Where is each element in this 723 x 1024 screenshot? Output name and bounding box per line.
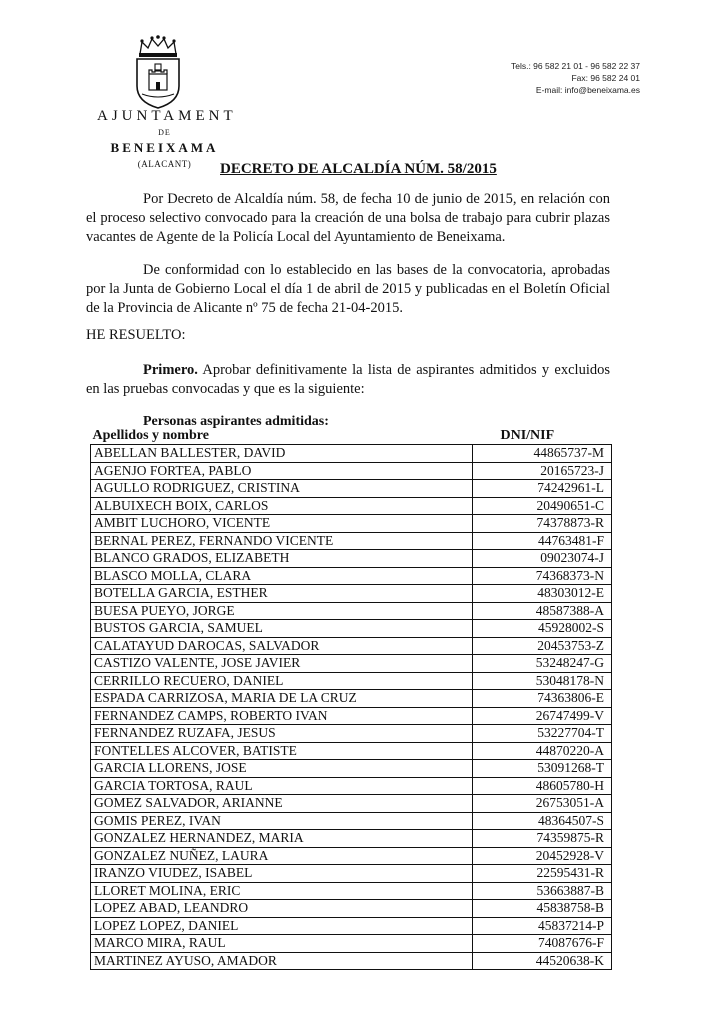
applicant-id: 48303012-E (473, 585, 612, 603)
applicant-name: GOMIS PEREZ, IVAN (91, 812, 473, 830)
applicant-name: AGENJO FORTEA, PABLO (91, 462, 473, 480)
applicant-id: 20452928-V (473, 847, 612, 865)
table-row (91, 480, 612, 498)
table-row (91, 620, 612, 638)
applicant-id: 44520638-K (473, 952, 612, 970)
applicant-id: 45838758-B (473, 900, 612, 918)
applicant-name: GOMEZ SALVADOR, ARIANNE (91, 795, 473, 813)
applicant-id: 20165723-J (473, 462, 612, 480)
table-row (91, 742, 612, 760)
table-row (91, 497, 612, 515)
applicant-id: 48605780-H (473, 777, 612, 795)
table-row (91, 672, 612, 690)
applicant-name: MARTINEZ AYUSO, AMADOR (91, 952, 473, 970)
table-row (91, 707, 612, 725)
applicant-id: 09023074-J (473, 550, 612, 568)
table-row (91, 812, 612, 830)
applicant-name: BLASCO MOLLA, CLARA (91, 567, 473, 585)
applicant-id: 53048178-N (473, 672, 612, 690)
applicant-id: 74242961-L (473, 480, 612, 498)
applicant-name: FERNANDEZ CAMPS, ROBERTO IVAN (91, 707, 473, 725)
applicant-id: 20490651-C (473, 497, 612, 515)
applicant-name: GONZALEZ HERNANDEZ, MARIA (91, 830, 473, 848)
applicant-id: 20453753-Z (473, 637, 612, 655)
contact-fax: Fax: 96 582 24 01 (571, 73, 640, 83)
table-row (91, 585, 612, 603)
applicant-name: CASTIZO VALENTE, JOSE JAVIER (91, 655, 473, 673)
applicant-id: 26753051-A (473, 795, 612, 813)
applicant-id: 74378873-R (473, 515, 612, 533)
paragraph-intro: Por Decreto de Alcaldía núm. 58, de fecha 10 de junio de 2015, en relación con el proceso selectivo convocado para la creación de una bolsa de trabajo para cubrir plazas vacantes de Agente de la Policía Local del Ayuntamiento de Beneixama. (86, 191, 610, 245)
table-header-row (91, 428, 612, 445)
applicant-name: FERNANDEZ RUZAFA, JESUS (91, 725, 473, 743)
table-row (91, 795, 612, 813)
applicant-id: 22595431-R (473, 865, 612, 883)
applicant-id: 53091268-T (473, 760, 612, 778)
table-row (91, 917, 612, 935)
org-line2: BENEIXAMA (110, 140, 219, 155)
applicant-name: BUSTOS GARCIA, SAMUEL (91, 620, 473, 638)
table-row (91, 725, 612, 743)
table-row (91, 445, 612, 463)
column-header-id: DNI/NIF (500, 428, 555, 443)
contact-email: E-mail: info@beneixama.es (535, 85, 640, 95)
first-label: Primero. (143, 362, 198, 378)
table-row (91, 760, 612, 778)
applicant-id: 74368373-N (473, 567, 612, 585)
applicant-name: LOPEZ ABAD, LEANDRO (91, 900, 473, 918)
applicant-name: LOPEZ LOPEZ, DANIEL (91, 917, 473, 935)
applicant-name: ABELLAN BALLESTER, DAVID (91, 445, 473, 463)
contact-block (511, 60, 640, 96)
applicant-name: MARCO MIRA, RAUL (91, 935, 473, 953)
applicant-name: LLORET MOLINA, ERIC (91, 882, 473, 900)
applicant-id: 74363806-E (473, 690, 612, 708)
admitted-heading: Personas aspirantes admitidas: (143, 414, 329, 429)
paragraph-first (86, 361, 610, 399)
table-row (91, 830, 612, 848)
applicant-id: 74087676-F (473, 935, 612, 953)
paragraph-conformity: De conformidad con lo establecido en las bases de la convocatoria, aprobadas por la Junta de Gobierno Local el día 1 de abril de 2015 y publicadas en el Boletín Oficial de la Provincia de Alicante nº 75 de fecha 21-04-2015. (86, 262, 610, 316)
applicant-name: IRANZO VIUDEZ, ISABEL (91, 865, 473, 883)
applicant-name: AGULLO RODRIGUEZ, CRISTINA (91, 480, 473, 498)
table-row (91, 655, 612, 673)
coat-of-arms-icon (130, 34, 186, 110)
contact-tel: Tels.: 96 582 21 01 - 96 582 22 37 (510, 61, 640, 71)
table-row (91, 952, 612, 970)
applicant-id: 45837214-P (473, 917, 612, 935)
applicant-id: 53227704-T (473, 725, 612, 743)
resolved-heading: HE RESUELTO: (86, 327, 186, 343)
applicant-name: ALBUIXECH BOIX, CARLOS (91, 497, 473, 515)
table-row (91, 637, 612, 655)
org-de: DE (158, 128, 171, 137)
applicant-name: FONTELLES ALCOVER, BATISTE (91, 742, 473, 760)
org-line1: AJUNTAMENT (97, 108, 237, 124)
admitted-table (90, 428, 612, 970)
admitted-table-body (91, 445, 612, 970)
applicant-name: BERNAL PEREZ, FERNANDO VICENTE (91, 532, 473, 550)
applicant-id: 48364507-S (473, 812, 612, 830)
applicant-id: 74359875-R (473, 830, 612, 848)
applicant-id: 26747499-V (473, 707, 612, 725)
decree-title: DECRETO DE ALCALDÍA NÚM. 58/2015 (220, 161, 497, 177)
table-row (91, 550, 612, 568)
table-row (91, 567, 612, 585)
applicant-name: BLANCO GRADOS, ELIZABETH (91, 550, 473, 568)
applicant-id: 45928002-S (473, 620, 612, 638)
table-row (91, 900, 612, 918)
table-row (91, 602, 612, 620)
applicant-name: BOTELLA GARCIA, ESTHER (91, 585, 473, 603)
applicant-id: 53663887-B (473, 882, 612, 900)
applicant-name: ESPADA CARRIZOSA, MARIA DE LA CRUZ (91, 690, 473, 708)
table-row (91, 690, 612, 708)
applicant-id: 48587388-A (473, 602, 612, 620)
table-row (91, 462, 612, 480)
applicant-name: CERRILLO RECUERO, DANIEL (91, 672, 473, 690)
applicant-name: GONZALEZ NUÑEZ, LAURA (91, 847, 473, 865)
applicant-id: 44870220-A (473, 742, 612, 760)
table-row (91, 515, 612, 533)
applicant-name: BUESA PUEYO, JORGE (91, 602, 473, 620)
org-region: (ALACANT) (137, 159, 192, 169)
table-row (91, 935, 612, 953)
table-row (91, 532, 612, 550)
applicant-name: AMBIT LUCHORO, VICENTE (91, 515, 473, 533)
table-row (91, 847, 612, 865)
table-row (91, 882, 612, 900)
table-row (91, 777, 612, 795)
first-text: Aprobar definitivamente la lista de aspirantes admitidos y excluidos en las pruebas convocadas y que es la siguiente: (86, 362, 610, 397)
applicant-id: 44763481-F (473, 532, 612, 550)
applicant-name: GARCIA LLORENS, JOSE (91, 760, 473, 778)
applicant-name: CALATAYUD DAROCAS, SALVADOR (91, 637, 473, 655)
applicant-id: 44865737-M (473, 445, 612, 463)
column-header-name: Apellidos y nombre (92, 428, 209, 443)
table-row (91, 865, 612, 883)
applicant-name: GARCIA TORTOSA, RAUL (91, 777, 473, 795)
applicant-id: 53248247-G (473, 655, 612, 673)
organization-name (97, 108, 237, 169)
